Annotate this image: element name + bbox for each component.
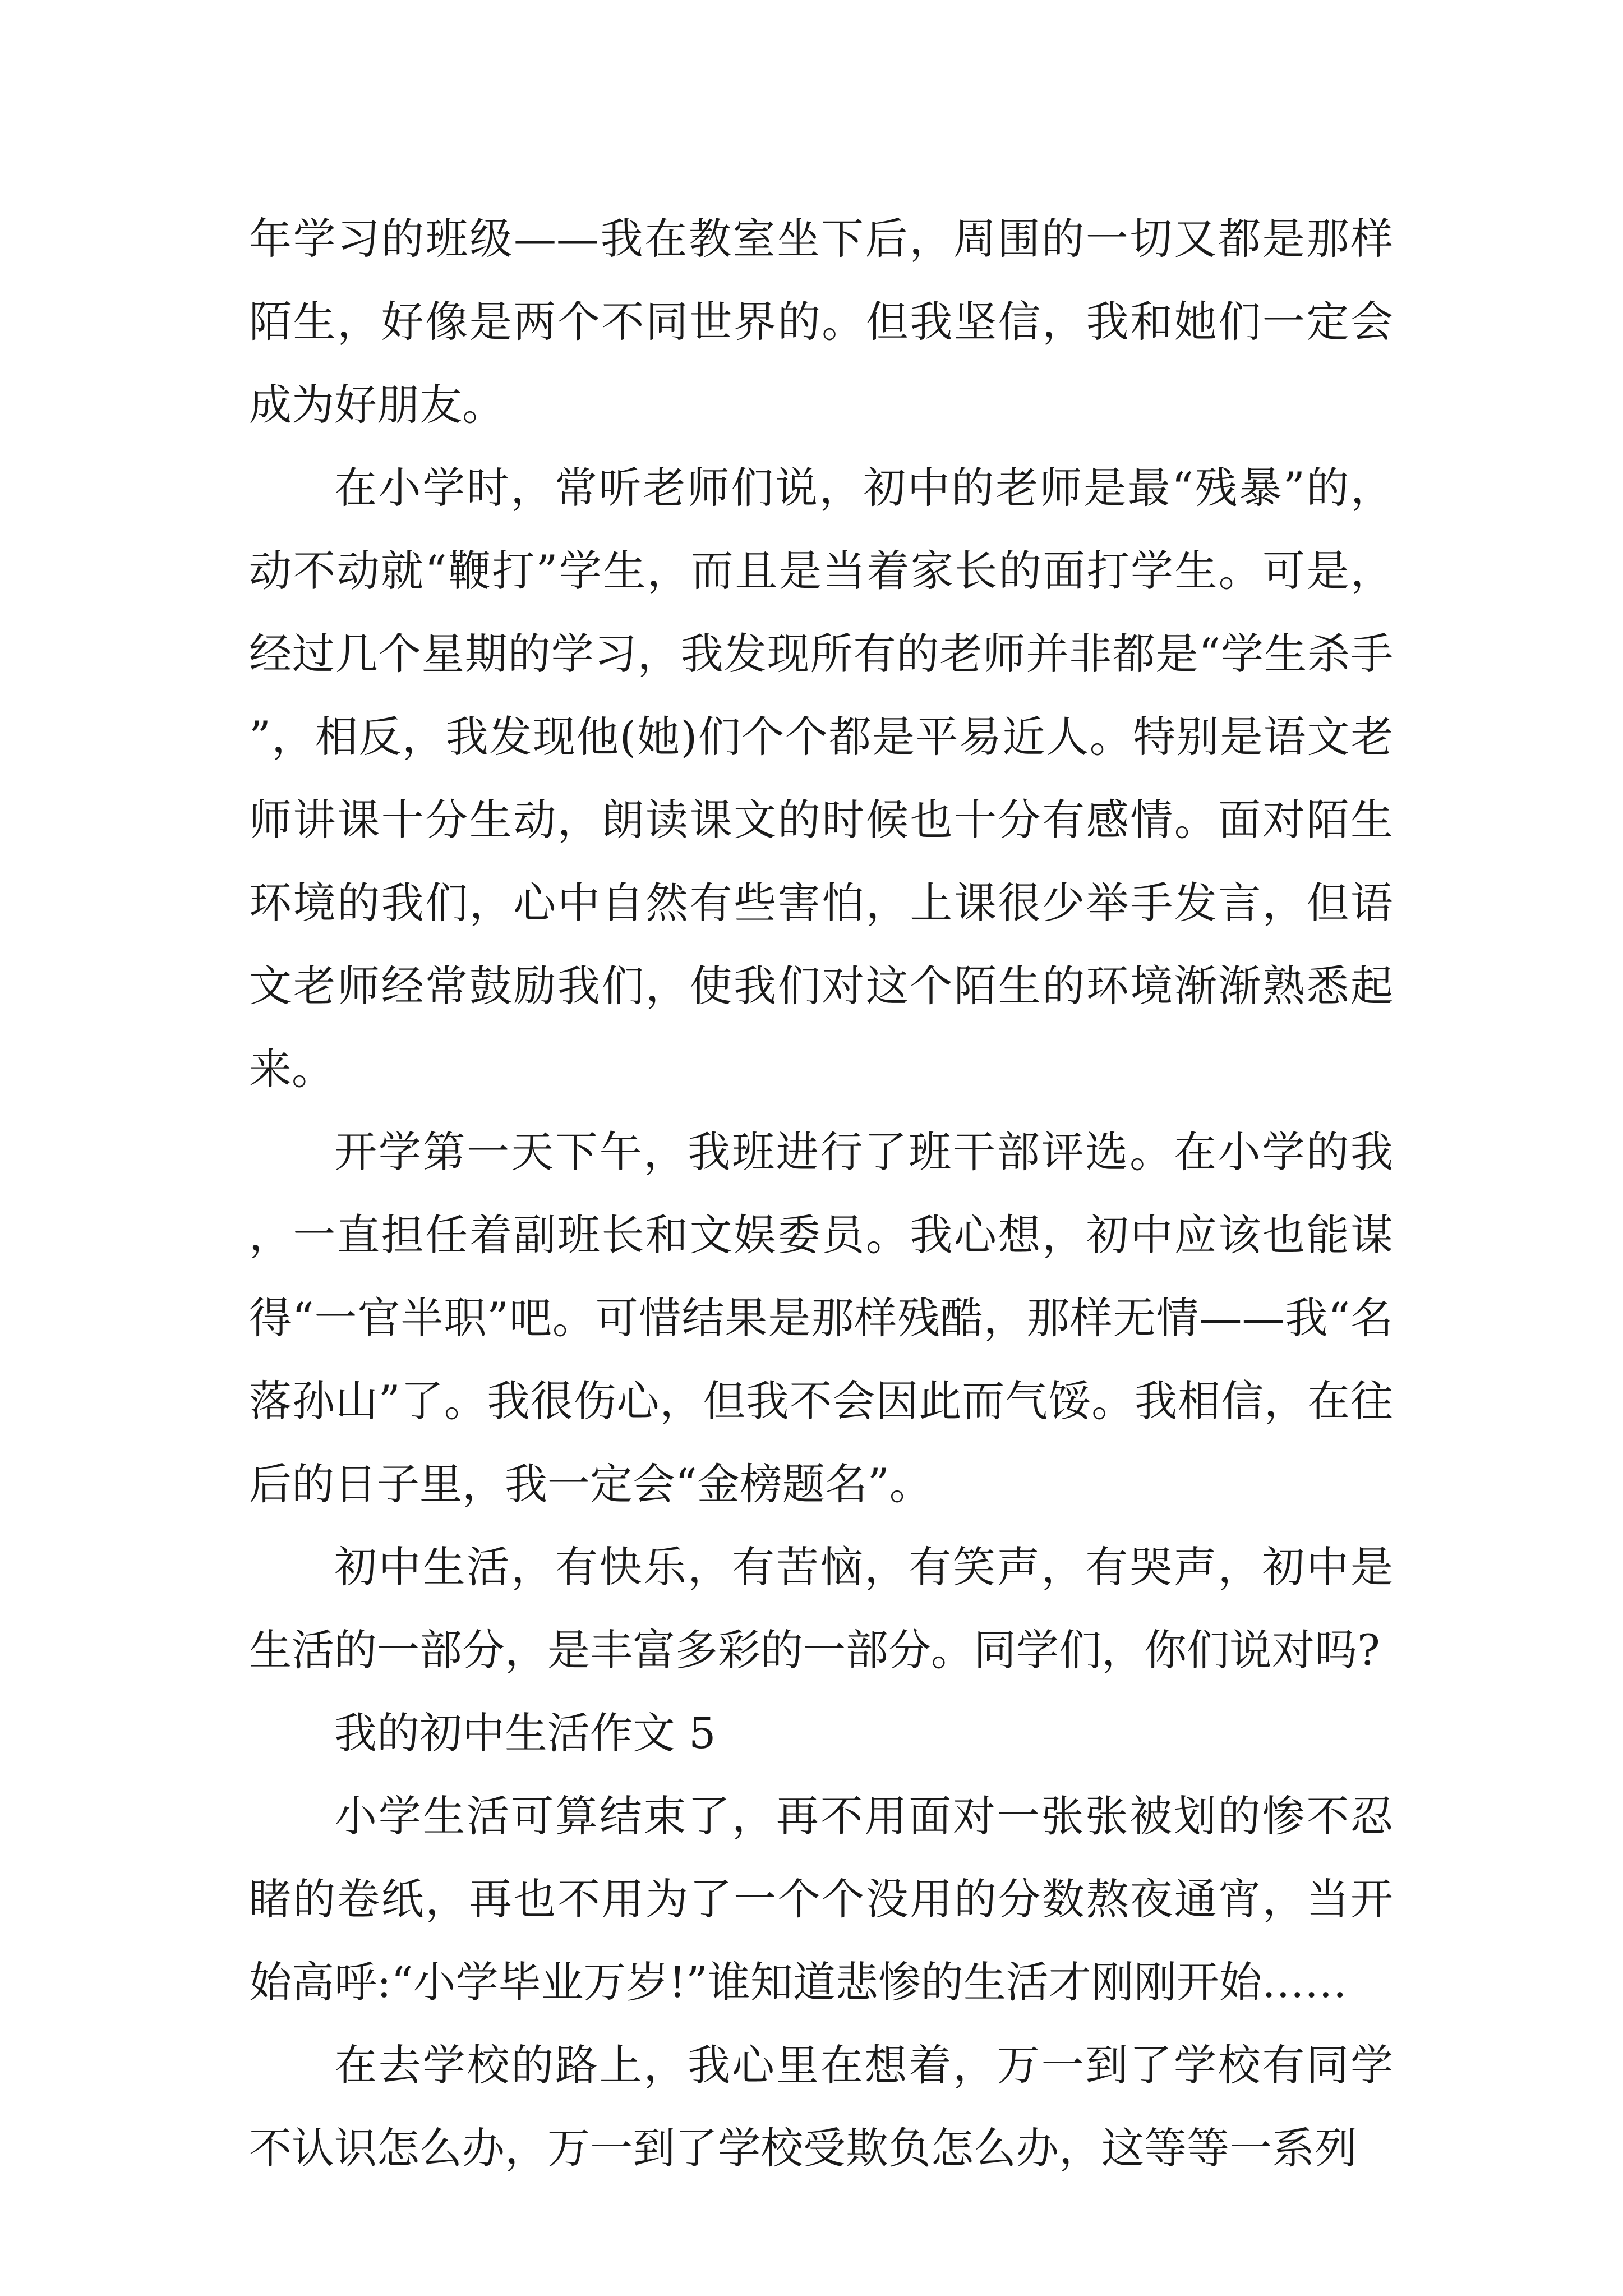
article-body [249,197,1393,2190]
paragraph-primary-school-end: 小学生活可算结束了，再不用面对一张张被划的惨不忍睹的卷纸，再也不用为了一个个没用的分数熬夜通宵，当开始高呼:“小学毕业万岁!”谁知道悲惨的生活才刚刚开始…… [249,1791,1393,2007]
paragraph-conclusion: 初中生活，有快乐，有苦恼，有笑声，有哭声，初中是生活的一部分，是丰富多彩的一部分。同学们，你们说对吗? [249,1542,1393,1675]
paragraph-teachers: 在小学时，常听老师们说，初中的老师是最“残暴”的，动不动就“鞭打”学生，而且是当着家长的面打学生。可是，经过几个星期的学习，我发现所有的老师并非都是“学生杀手”，相反，我发现他(她)们个个都是平易近人。特别是语文老师讲课十分生动，朗读课文的时候也十分有感情。面对陌生环境的我们，心中自然有些害怕，上课很少举手发言，但语文老师经常鼓励我们，使我们对这个陌生的环境渐渐熟悉起来。 [249,463,1393,1094]
paragraph-continuation: 年学习的班级——我在教室坐下后，周围的一切又都是那样陌生，好像是两个不同世界的。但我坚信，我和她们一定会成为好朋友。 [249,214,1393,430]
paragraph-class-election: 开学第一天下午，我班进行了班干部评选。在小学的我，一直担任着副班长和文娱委员。我心想，初中应该也能谋得“一官半职”吧。可惜结果是那样残酷，那样无情——我“名落孙山”了。我很伤心，但我不会因此而气馁。我相信，在往后的日子里，我一定会“金榜题名”。 [249,1127,1393,1509]
paragraph-way-to-school: 在去学校的路上，我心里在想着，万一到了学校有同学不认识怎么办，万一到了学校受欺负怎么办，这等等一系列 [249,2040,1393,2173]
essay-heading: 我的初中生活作文 5 [334,1708,716,1758]
